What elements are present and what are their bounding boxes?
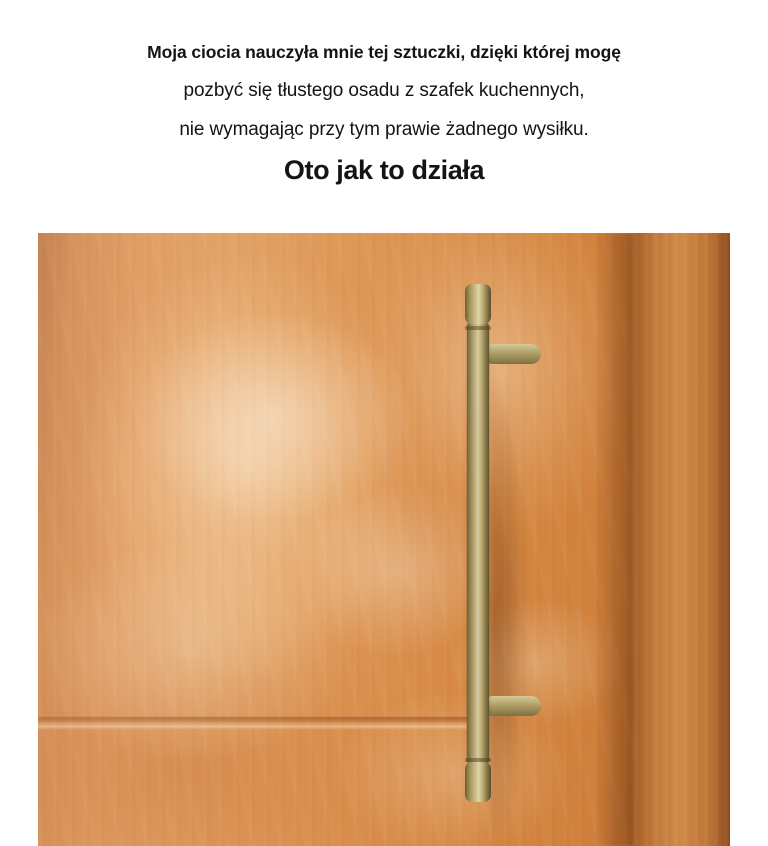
cabinet-frame-grain <box>634 233 730 846</box>
handle-post-top <box>483 344 541 364</box>
handle-bar <box>467 320 489 766</box>
door-panel-seam <box>38 717 478 726</box>
handle-post-bottom <box>483 696 541 716</box>
headline-line-2: pozbyć się tłustego osadu z szafek kuchennych, <box>183 79 585 101</box>
headline-line-1: Moja ciocia nauczyła mnie tej sztuczki, dzięki której mogę <box>147 42 621 62</box>
door-panel-seam-highlight <box>38 726 478 730</box>
handle-ring-bottom <box>465 758 491 762</box>
cabinet-handle <box>461 284 495 846</box>
handle-cap-bottom <box>465 762 491 802</box>
headline-line-4: Oto jak to działa <box>283 154 485 185</box>
page-title <box>0 0 768 189</box>
headline-line-3: nie wymagając przy tym prawie żadnego wysiłku. <box>179 118 589 140</box>
handle-cap-top <box>465 284 491 324</box>
handle-cast-shadow <box>489 293 555 846</box>
article-photo <box>38 233 730 846</box>
handle-ring-top <box>465 326 491 330</box>
door-edge-shadow <box>594 233 634 846</box>
